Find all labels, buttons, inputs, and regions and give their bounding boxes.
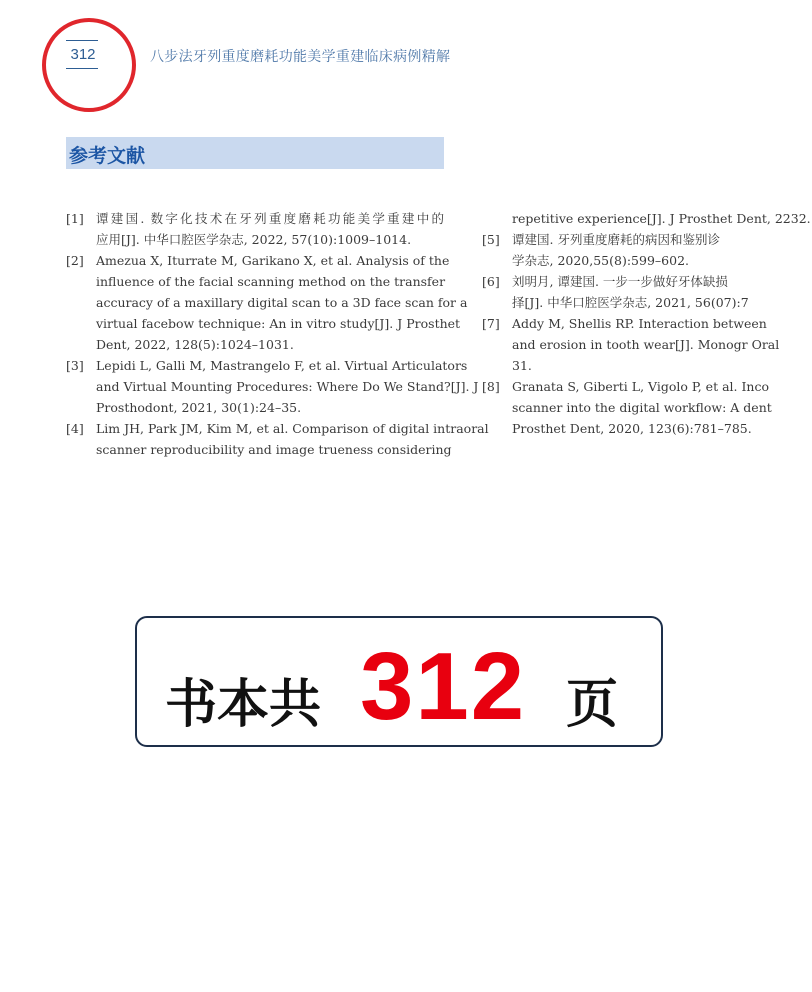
reference-number: [5]	[482, 232, 500, 247]
reference-line: Lim JH, Park JM, Kim M, et al. Comparison of digital intraoral	[96, 421, 489, 436]
reference-number: [6]	[482, 274, 500, 289]
page-number-circle	[42, 18, 136, 112]
reference-line: virtual facebow technique: An in vitro study[J]. J Prosthet	[96, 316, 461, 331]
page-number: 312	[70, 46, 96, 63]
reference-line: accuracy of a maxillary digital scan to a 3D face scan for a	[96, 295, 468, 310]
reference-line: 31.	[512, 358, 532, 373]
reference-line: 谭建国. 牙列重度磨耗的病因和鉴别诊	[512, 232, 720, 247]
reference-line: 刘明月, 谭建国. 一步一步做好牙体缺损	[512, 274, 728, 289]
reference-number: [4]	[66, 421, 84, 436]
reference-item	[482, 376, 812, 439]
section-title: 参考文献	[69, 145, 146, 167]
reference-item	[66, 418, 489, 460]
reference-item	[482, 229, 812, 271]
reference-line: Prosthet Dent, 2020, 123(6):781–785.	[512, 421, 752, 436]
reference-line: Granata S, Giberti L, Vigolo P, et al. Inco	[512, 379, 769, 394]
reference-line: 择[J]. 中华口腔医学杂志, 2021, 56(07):7	[512, 295, 749, 310]
reference-line: and Virtual Mounting Procedures: Where Do We Stand?[J]. J	[96, 379, 479, 394]
reference-line: 谭建国. 数字化技术在牙列重度磨耗功能美学重建中的	[96, 211, 444, 226]
reference-item	[66, 250, 468, 355]
reference-line: Lepidi L, Galli M, Mastrangelo F, et al. Virtual Articulators	[96, 358, 468, 373]
reference-item	[66, 208, 444, 250]
reference-continuation	[482, 208, 812, 229]
reference-item	[66, 355, 479, 418]
running-title: 八步法牙列重度磨耗功能美学重建临床病例精解	[150, 49, 451, 65]
reference-line: influence of the facial scanning method on the transfer	[96, 274, 446, 289]
reference-item	[482, 271, 812, 313]
reference-number: [3]	[66, 358, 84, 373]
banner-suffix: 页	[566, 675, 619, 735]
reference-line: 学杂志, 2020,55(8):599–602.	[512, 253, 689, 268]
references-left-column	[66, 208, 489, 460]
page-number-rule-bottom	[66, 68, 98, 69]
reference-line: Amezua X, Iturrate M, Garikano X, et al. Analysis of the	[96, 253, 450, 268]
reference-line: repetitive experience[J]. J Prosthet Dent, 2	[512, 211, 783, 226]
reference-line: 应用[J]. 中华口腔医学杂志, 2022, 57(10):1009–1014.	[96, 232, 412, 247]
references-right-column	[482, 208, 812, 439]
reference-number: [8]	[482, 379, 500, 394]
reference-number: [7]	[482, 316, 500, 331]
reference-line: Addy M, Shellis RP. Interaction between	[512, 316, 767, 331]
reference-line: scanner reproducibility and image trueness considering	[96, 442, 452, 457]
reference-item	[482, 313, 812, 376]
reference-line: scanner into the digital workflow: A dent	[512, 400, 772, 415]
reference-line: 232.	[782, 211, 811, 226]
reference-number: [2]	[66, 253, 84, 268]
reference-line: Prosthodont, 2021, 30(1):24–35.	[96, 400, 302, 415]
banner-prefix: 书本共	[165, 675, 322, 735]
reference-line: Dent, 2022, 128(5):1024–1031.	[96, 337, 294, 352]
reference-line: and erosion in tooth wear[J]. Monogr Oral	[512, 337, 780, 352]
page-number-rule-top	[66, 40, 98, 41]
reference-number: [1]	[66, 211, 84, 226]
banner-page-count: 312	[360, 633, 527, 740]
